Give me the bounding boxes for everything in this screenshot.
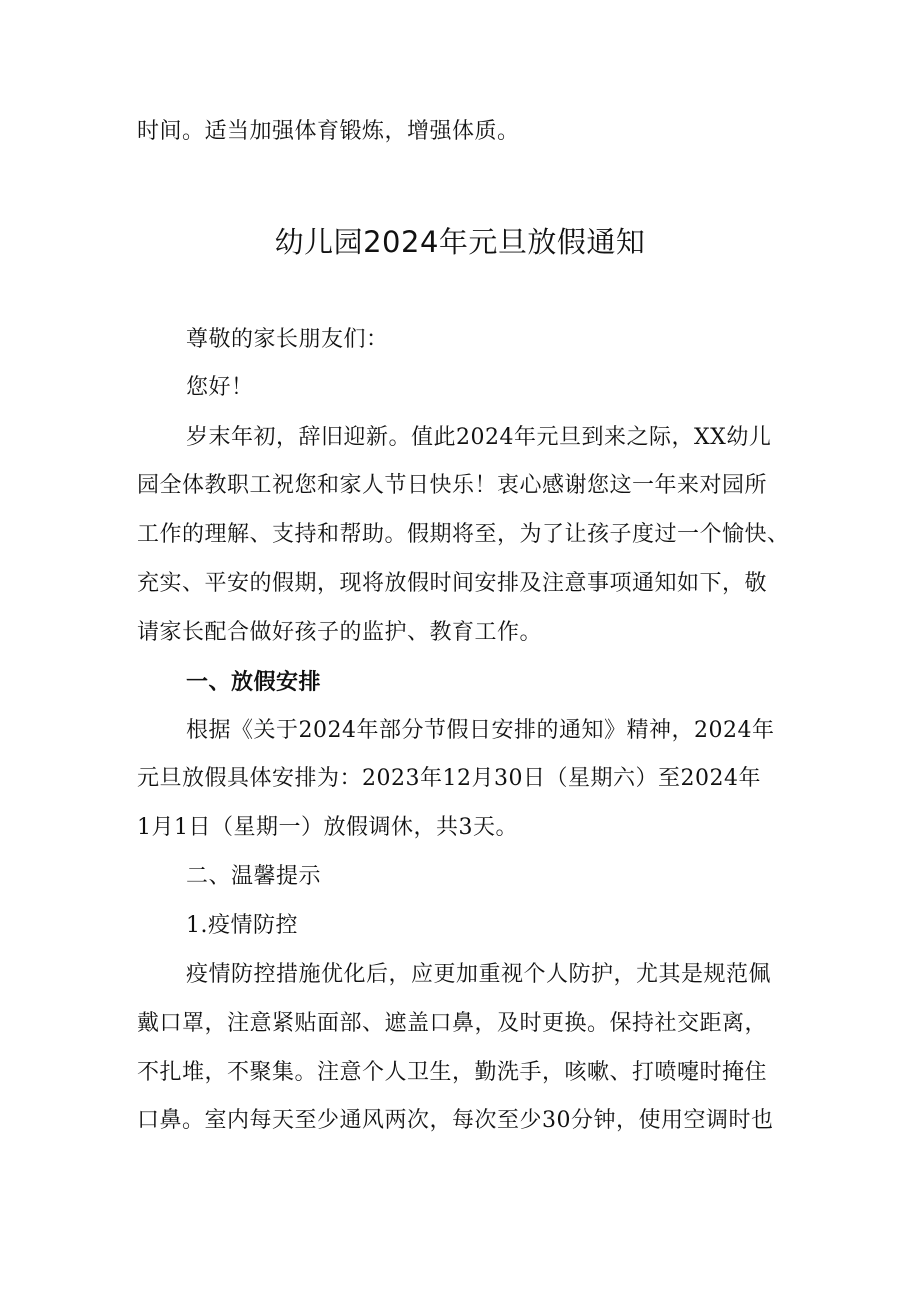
intro-paragraph-line: 岁末年初，辞旧迎新。值此2024年元旦到来之际，XX幼儿 <box>186 425 772 450</box>
intro-paragraph-line: 工作的理解、支持和帮助。假期将至，为了让孩子度过一个愉快、 <box>137 522 790 547</box>
greeting-text: 尊敬的家长朋友们： <box>186 327 389 352</box>
section-heading-holiday-arrangement: 一、放假安排 <box>186 670 322 695</box>
intro-paragraph-line: 充实、平安的假期，现将放假时间安排及注意事项通知如下，敬 <box>137 571 768 596</box>
subsection-heading-epidemic-prevention: 1.疫情防控 <box>186 913 298 938</box>
intro-paragraph-line: 请家长配合做好孩子的监护、教育工作。 <box>137 620 543 645</box>
epidemic-prevention-line: 戴口罩，注意紧贴面部、遮盖口鼻，及时更换。保持社交距离， <box>137 1011 768 1036</box>
section-heading-warm-tips: 二、温馨提示 <box>186 864 322 889</box>
holiday-arrangement-line: 元旦放假具体安排为：2023年12月30日（星期六）至2024年 <box>137 766 761 791</box>
holiday-arrangement-line: 根据《关于2024年部分节假日安排的通知》精神，2024年 <box>186 718 775 743</box>
previous-page-tail-text: 时间。适当加强体育锻炼，增强体质。 <box>137 119 520 144</box>
hello-text: 您好！ <box>186 375 254 400</box>
epidemic-prevention-line: 口鼻。室内每天至少通风两次，每次至少30分钟，使用空调时也 <box>137 1108 774 1133</box>
epidemic-prevention-line: 不扎堆，不聚集。注意个人卫生，勤洗手，咳嗽、打喷嚏时掩住 <box>137 1060 768 1085</box>
holiday-arrangement-line: 1月1日（星期一）放假调休，共3天。 <box>137 815 518 840</box>
epidemic-prevention-line: 疫情防控措施优化后，应更加重视个人防护，尤其是规范佩 <box>186 962 772 987</box>
page-title: 幼儿园2024年元旦放假通知 <box>274 225 646 259</box>
intro-paragraph-line: 园全体教职工祝您和家人节日快乐！衷心感谢您这一年来对园所 <box>137 473 768 498</box>
